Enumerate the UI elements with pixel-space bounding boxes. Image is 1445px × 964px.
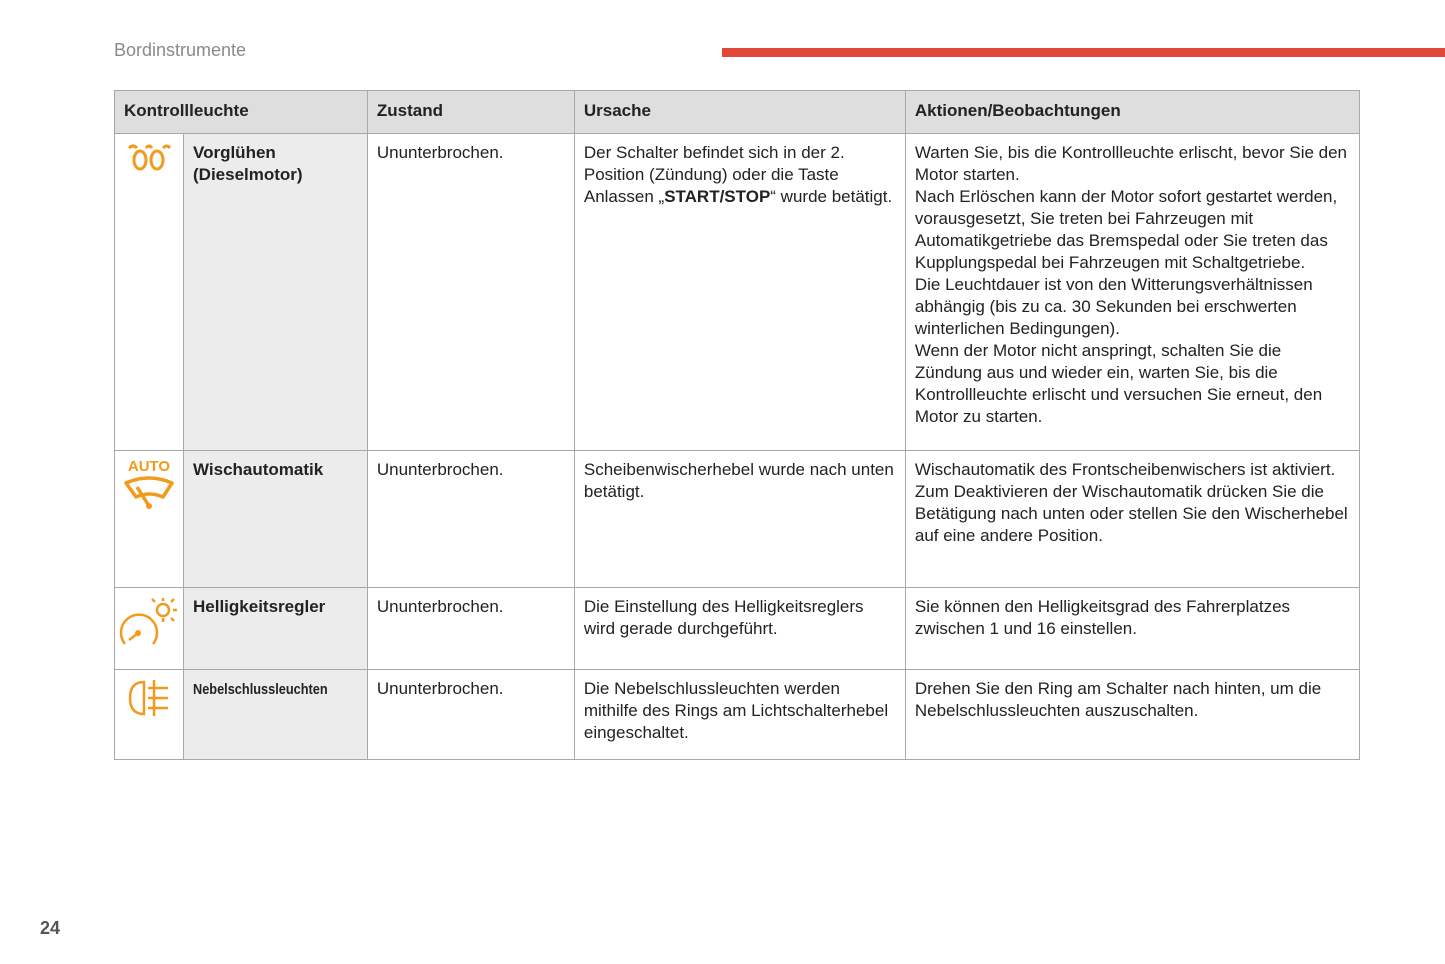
actions: Wischautomatik des Frontscheibenwischers ist aktiviert. Zum Deaktivieren der Wischautomatik drücken Sie die Betätigung nach unten oder stellen Sie den Wischerhebel auf eine andere Position. — [905, 451, 1359, 588]
brightness-dimmer-icon — [115, 588, 184, 670]
actions: Warten Sie, bis die Kontrollleuchte erlischt, bevor Sie den Motor starten. Nach Erlöschen kann der Motor sofort gestartet werden, vorausgesetzt, Sie treten bei Fahrzeugen mit Automatikgetriebe das Bremspedal oder Sie treten das Kupplungspedal bei Fahrzeugen mit Schaltgetriebe. Die Leuchtdauer ist von den Witterungsverhältnissen abhängig (bis zu ca. 30 Sekunden bei erschwerten winterlichen Bedingungen). Wenn der Motor nicht anspringt, schalten Sie die Zündung aus und wieder ein, warten Sie, bis die Kontrollleuchte erlischt und versuchen Sie erneut, den Motor zu starten. — [905, 134, 1359, 451]
table-header — [115, 91, 1360, 134]
table-row — [115, 670, 1360, 760]
col-header: Aktionen/Beobachtungen — [905, 91, 1359, 134]
section-title: Bordinstrumente — [114, 40, 247, 60]
state: Ununterbrochen. — [367, 451, 574, 588]
cause: Die Einstellung des Helligkeitsreglers wird gerade durchgeführt. — [574, 588, 905, 670]
warning-lights-table — [114, 90, 1360, 760]
light-name: Nebelschlussleuchten — [184, 670, 368, 760]
state: Ununterbrochen. — [367, 134, 574, 451]
table-row — [115, 451, 1360, 588]
light-name: Wischautomatik — [184, 451, 368, 588]
page-number: 24 — [40, 918, 61, 938]
cause: Die Nebelschlussleuchten werden mithilfe des Rings am Lichtschalterhebel eingeschaltet. — [574, 670, 905, 760]
light-name: Helligkeitsregler — [184, 588, 368, 670]
table-row — [115, 134, 1360, 451]
actions: Drehen Sie den Ring am Schalter nach hinten, um die Nebelschlussleuchten auszuschalten. — [905, 670, 1359, 760]
table-row — [115, 588, 1360, 670]
auto-wiper-icon: AUTO — [115, 451, 184, 588]
state: Ununterbrochen. — [367, 670, 574, 760]
accent-bar — [722, 48, 1445, 57]
col-header: Kontrollleuchte — [115, 91, 368, 134]
col-header: Zustand — [367, 91, 574, 134]
rear-fog-light-icon — [115, 670, 184, 760]
actions: Sie können den Helligkeitsgrad des Fahrerplatzes zwischen 1 und 16 einstellen. — [905, 588, 1359, 670]
light-name: Vorglühen (Dieselmotor) — [184, 134, 368, 451]
col-header: Ursache — [574, 91, 905, 134]
cause: Der Schalter befindet sich in der 2. Position (Zündung) oder die Taste Anlassen „START/STOP“ wurde betätigt. — [574, 134, 905, 451]
cause: Scheibenwischerhebel wurde nach unten betätigt. — [574, 451, 905, 588]
glow-plug-icon — [115, 134, 184, 451]
state: Ununterbrochen. — [367, 588, 574, 670]
